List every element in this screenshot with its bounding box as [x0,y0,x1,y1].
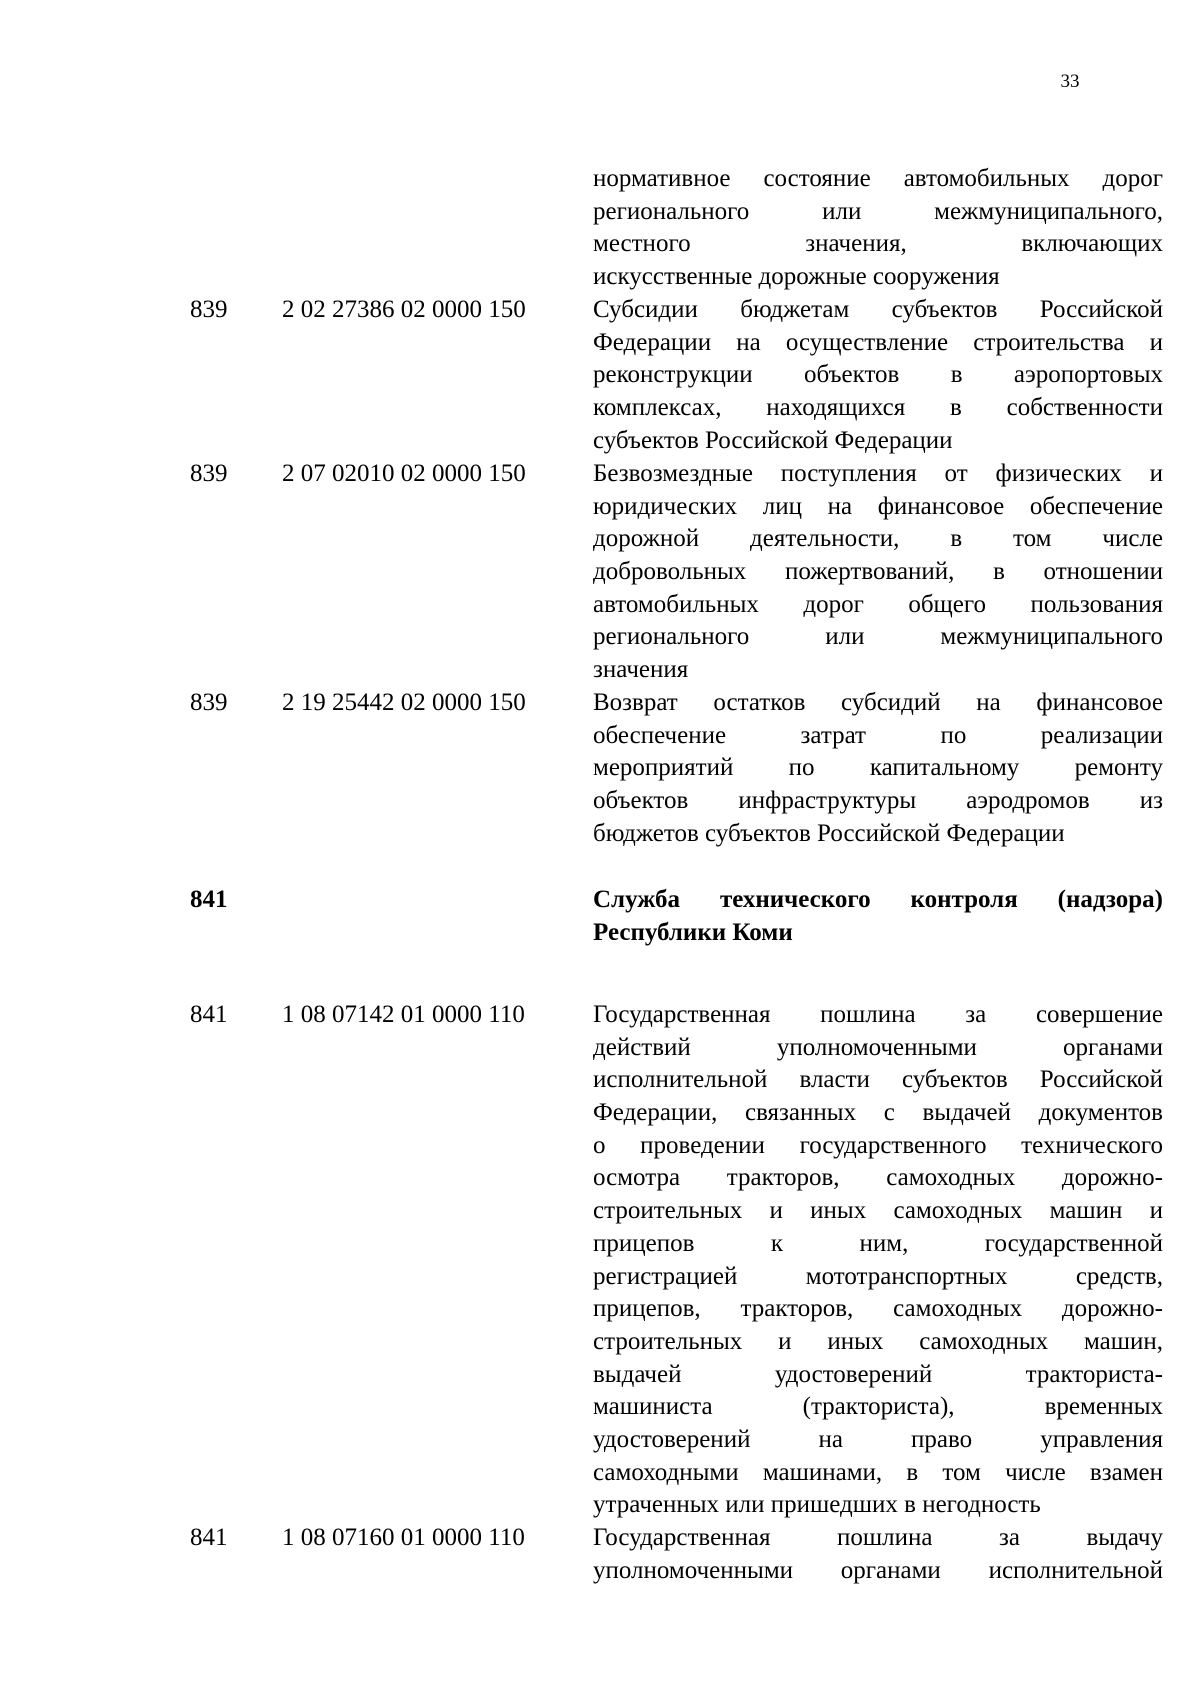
description-line: дорожной деятельности, в том числе [593,525,1163,553]
description-cell [593,687,1163,850]
budget-code-cell: 2 19 25442 02 0000 150 [282,689,526,716]
description-line: субъектов Российской Федерации [593,426,953,454]
description-line: Федерации, связанных с выдачей документов [593,1099,1163,1127]
description-line: значения [593,656,689,684]
description-line: прицепов к ним, государственной [593,1229,1163,1257]
description-line: Федерации на осуществление строительства и [593,328,1163,356]
description-line: уполномоченными органами исполнительной [593,1556,1163,1584]
description-line: регионального или межмуниципального, [593,197,1163,225]
description-line: Государственная пошлина за выдачу [593,1524,1163,1551]
budget-code-cell: 1 08 07142 01 0000 110 [282,1001,525,1028]
admin-code-cell: 839 [190,689,228,716]
description-cell [593,458,1163,687]
description-line: выдачей удостоверений тракториста- [593,1360,1163,1388]
admin-code-cell: 839 [190,296,228,323]
description-line: бюджетов субъектов Российской Федерации [593,819,1065,847]
description-cell [593,294,1163,457]
section-title [593,884,1163,949]
description-line: Государственная пошлина за совершение [593,1001,1163,1028]
description-cell [593,1522,1163,1587]
description-cell [593,999,1163,1522]
description-line: строительных и иных самоходных машин, [593,1327,1163,1355]
budget-code-cell: 1 08 07160 01 0000 110 [282,1524,525,1551]
description-line: о проведении государственного технического [593,1131,1163,1159]
description-line: мероприятий по капитальному ремонту [593,754,1163,782]
description-line: прицепов, тракторов, самоходных дорожно- [593,1295,1163,1323]
description-line: регионального или межмуниципального [593,623,1163,651]
admin-code-cell: 841 [190,1001,228,1028]
description-line: Безвозмездные поступления от физических и [593,460,1163,487]
section-title-line: Служба технического контроля (надзора) [593,886,1163,913]
description-line: действий уполномоченными органами [593,1033,1163,1061]
description-line: строительных и иных самоходных машин и [593,1197,1163,1225]
description-line: удостоверений на право управления [593,1425,1163,1453]
description-line: объектов инфраструктуры аэродромов из [593,787,1163,815]
budget-code-cell: 2 07 02010 02 0000 150 [282,460,526,487]
description-line: местного значения, включающих [593,230,1163,258]
description-line: нормативное состояние автомобильных дорог [593,165,1163,192]
description-line: Субсидии бюджетам субъектов Российской [593,296,1163,323]
budget-code-cell: 2 02 27386 02 0000 150 [282,296,526,323]
description-line: обеспечение затрат по реализации [593,721,1163,749]
description-line: самоходными машинами, в том числе взамен [593,1458,1163,1486]
admin-code-cell: 841 [190,886,228,913]
description-line: исполнительной власти субъектов Российской [593,1066,1163,1094]
description-line: регистрацией мототранспортных средств, [593,1262,1163,1290]
description-line: добровольных пожертвований, в отношении [593,558,1163,586]
description-line: автомобильных дорог общего пользования [593,590,1163,618]
description-line: комплексах, находящихся в собственности [593,394,1163,422]
page-number: 33 [1060,71,1080,92]
admin-code-cell: 841 [190,1524,228,1551]
description-line: Возврат остатков субсидий на финансовое [593,689,1163,716]
description-line: искусственные дорожные сооружения [593,263,1000,291]
description-line: юридических лиц на финансовое обеспечение [593,492,1163,520]
description-cell [593,163,1163,294]
description-line: реконструкции объектов в аэропортовых [593,361,1163,389]
description-line: машиниста (тракториста), временных [593,1393,1163,1421]
description-line: осмотра тракторов, самоходных дорожно- [593,1164,1163,1192]
description-line: утраченных или пришедших в негодность [593,1491,1041,1519]
section-title-line: Республики Коми [593,918,793,946]
admin-code-cell: 839 [190,460,228,487]
